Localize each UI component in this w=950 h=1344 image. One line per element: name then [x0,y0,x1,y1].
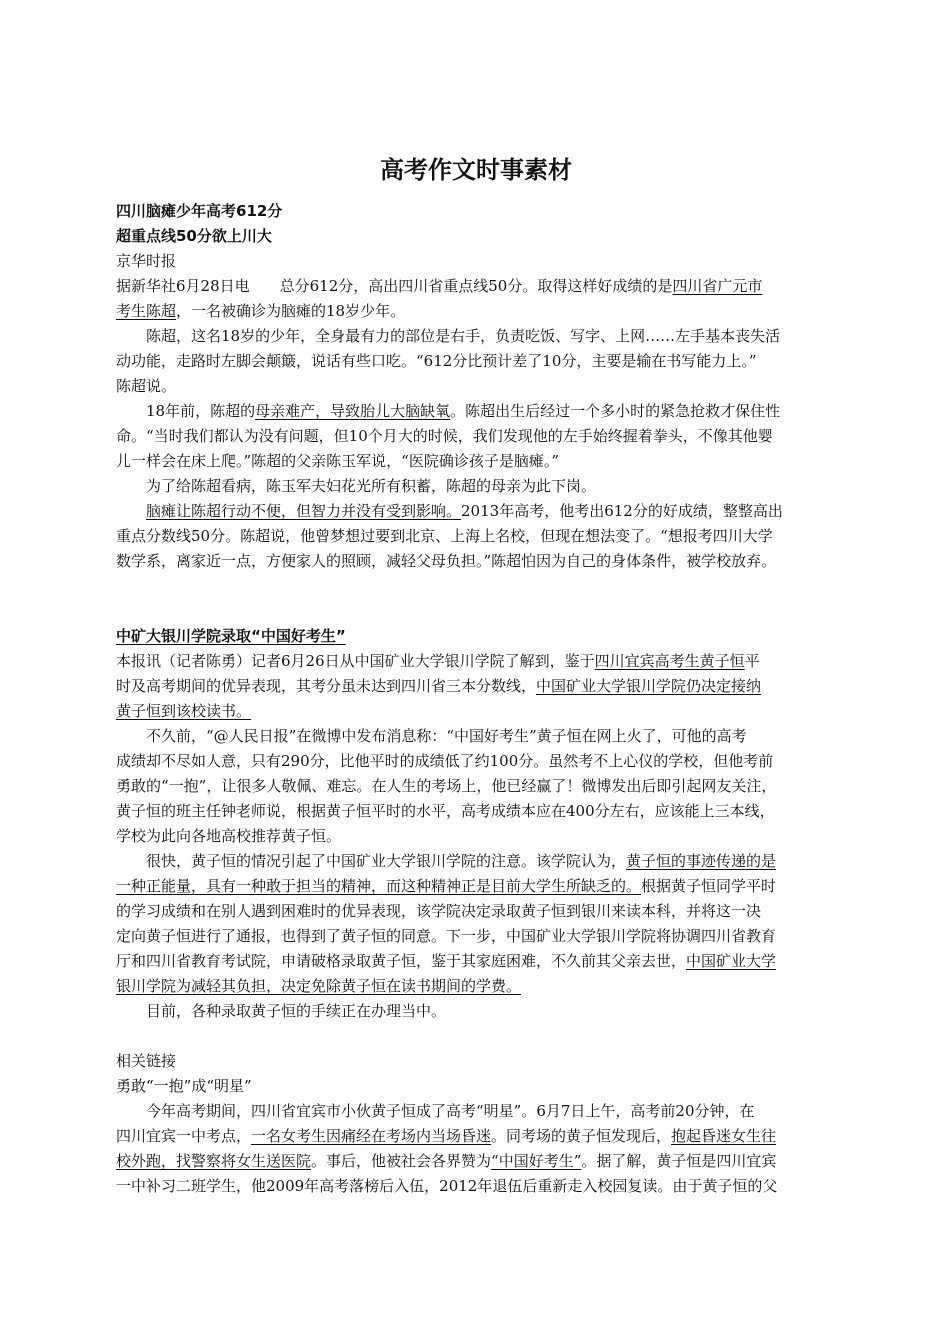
text-span: 。同考场的黄子恒发现后， [491,1127,672,1145]
a2-p1-line2 [116,674,836,699]
underlined-text: 黄子恒到该校读书。 [116,702,252,720]
a2-p2-line5: 学校为此向各地高校推荐黄子恒。 [116,827,342,845]
underlined-text: 脑瘫让陈超行动不便，但智力并没有受到影响。 [146,502,462,520]
r-p1-line1: 今年高考期间，四川省宜宾市小伙黄子恒成了高考“明星”。6月7日上午，高考前20分钟，在 [146,1102,755,1120]
article1-headline2: 超重点线50分欲上川大 [116,227,272,245]
text-span: 厅和四川省教育考试院，申请破格录取黄子恒，鉴于其家庭困难，不久前其父亲去世， [116,952,687,970]
underlined-text: “中国好考生” [491,1152,582,1170]
r-p1-line4: 一中补习二班学生，他2009年高考落榜后入伍，2012年退伍后重新走入校园复读。由于黄子恒的父 [116,1177,778,1195]
page-title: 高考作文时事素材 [380,156,572,184]
a1-p2-line1: 陈超，这名18岁的少年，全身最有力的部位是右手，负责吃饭、写字、上网……左手基本丧失活 [146,327,781,345]
a1-p2-line2: 动功能，走路时左脚会颠簸，说话有些口吃。“612分比预计差了10分，主要是输在书写能力上。” [116,352,757,370]
a1-p4: 为了给陈超看病，陈玉军夫妇花光所有积蓄，陈超的母亲为此下岗。 [146,477,597,495]
a2-p3-line1 [116,849,836,874]
underlined-text: 抱起昏迷女生往 [671,1127,777,1145]
underlined-text: 中矿大银川学院录取“中国好考生” [116,627,346,645]
a2-p2-line1: 不久前，“@人民日报”在微博中发布消息称：“中国好考生”黄子恒在网上火了，可他的高考 [146,727,747,745]
text-span: 根据黄子恒同学平时 [641,877,777,895]
article1-source: 京华时报 [116,252,177,270]
text-span: 18年前，陈超的 [146,402,256,420]
text-span: 四川宜宾一中考点， [116,1127,252,1145]
text-span: 本报讯（记者陈勇）记者6月26日从中国矿业大学银川学院了解到，鉴于 [116,652,595,670]
a2-p2-line3: 勇敢的“一抱”，让很多人敬佩、难忘。在人生的考场上，他已经赢了！微博发出后即引起网友关注， [116,777,777,795]
section-gap [116,1024,836,1049]
a1-p5-line1 [116,499,836,524]
article2-headline [116,624,836,649]
text-span: 。事后，他被社会各界赞为 [311,1152,492,1170]
underlined-text: 黄子恒的事迹传递的是 [626,852,777,870]
r-p1-line2 [116,1124,836,1149]
text-span: 很快，黄子恒的情况引起了中国矿业大学银川学院的注意。该学院认为， [146,852,627,870]
underlined-text: 母亲难产，导致胎儿大脑缺氧 [255,402,451,420]
text-span: 平 [744,652,760,670]
text-span: 据新华社6月28日电 总分612分，高出四川省重点线50分。取得这样好成绩的是 [116,277,673,295]
text-span: 2013年高考，他考出612分的好成绩，整整高出 [461,502,783,520]
a2-p2-line4: 黄子恒的班主任钟老师说，根据黄子恒平时的水平，高考成绩本应在400分左右，应该能上三本线， [116,802,775,820]
related-headline: 勇敢“一抱”成“明星” [116,1077,252,1095]
a2-p3-line6 [116,974,836,999]
a2-p4: 目前，各种录取黄子恒的手续正在办理当中。 [146,1002,447,1020]
r-p1-line3 [116,1149,836,1174]
article1-headline1: 四川脑瘫少年高考612分 [116,202,283,220]
a2-p1-line3 [116,699,836,724]
section-gap [116,574,836,624]
underlined-text: 中国矿业大学银川学院仍决定接纳 [536,677,762,695]
a2-p3-line3: 的学习成绩和在别人遇到困难时的优异表现，该学院决定录取黄子恒到银川来读本科，并将这一决 [116,902,762,920]
related-label: 相关链接 [116,1052,177,1070]
a1-p3-line2: 命。“当时我们都认为没有问题，但10个月大的时候，我们发现他的左手始终握着拳头，不像其他婴 [116,427,773,445]
a1-p5-line2: 重点分数线50分。陈超说，他曾梦想过要到北京、上海上名校，但现在想法变了。“想报考四川大学 [116,527,773,545]
text-span: ，一名被确诊为脑瘫的18岁少年。 [176,302,406,320]
a1-p3-line3: 儿一样会在床上爬。”陈超的父亲陈玉军说，“医院确诊孩子是脑瘫。” [116,452,560,470]
underlined-text: 银川学院为减轻其负担，决定免除黄子恒在读书期间的学费。 [116,977,522,995]
underlined-text: 四川省广元市 [672,277,763,295]
a1-p1-line1 [116,274,836,299]
underlined-text: 校外跑，找警察将女生送医院 [116,1152,312,1170]
a2-p3-line2 [116,874,836,899]
document-page [116,150,836,1199]
underlined-text: 一种正能量，具有一种敢于担当的精神，而这种精神正是目前大学生所缺乏的。 [116,877,642,895]
a1-p2-line3: 陈超说。 [116,377,177,395]
underlined-text: 考生陈超 [116,302,177,320]
text-span: 。据了解，黄子恒是四川宜宾 [581,1152,777,1170]
a2-p2-line2: 成绩却不尽如人意，只有290分，比他平时的成绩低了约100分。虽然考不上心仪的学校，但他考前 [116,752,774,770]
text-span: 。陈超出生后经过一个多小时的紧急抢救才保住性 [450,402,781,420]
underlined-text: 一名女考生因痛经在考场内当场昏迷 [251,1127,492,1145]
text-span: 时及高考期间的优异表现，其考分虽未达到四川省三本分数线， [116,677,537,695]
underlined-text: 四川宜宾高考生黄子恒 [594,652,745,670]
a1-p5-line3: 数学系，离家近一点，方便家人的照顾，减轻父母负担。”陈超怕因为自己的身体条件，被学校放弃。 [116,552,777,570]
a1-p1-line2 [116,299,836,324]
a2-p3-line4: 定向黄子恒进行了通报，也得到了黄子恒的同意。下一步，中国矿业大学银川学院将协调四川省教育 [116,927,777,945]
a2-p1-line1 [116,649,836,674]
a2-p3-line5 [116,949,836,974]
underlined-text: 中国矿业大学 [686,952,777,970]
a1-p3-line1 [116,399,836,424]
